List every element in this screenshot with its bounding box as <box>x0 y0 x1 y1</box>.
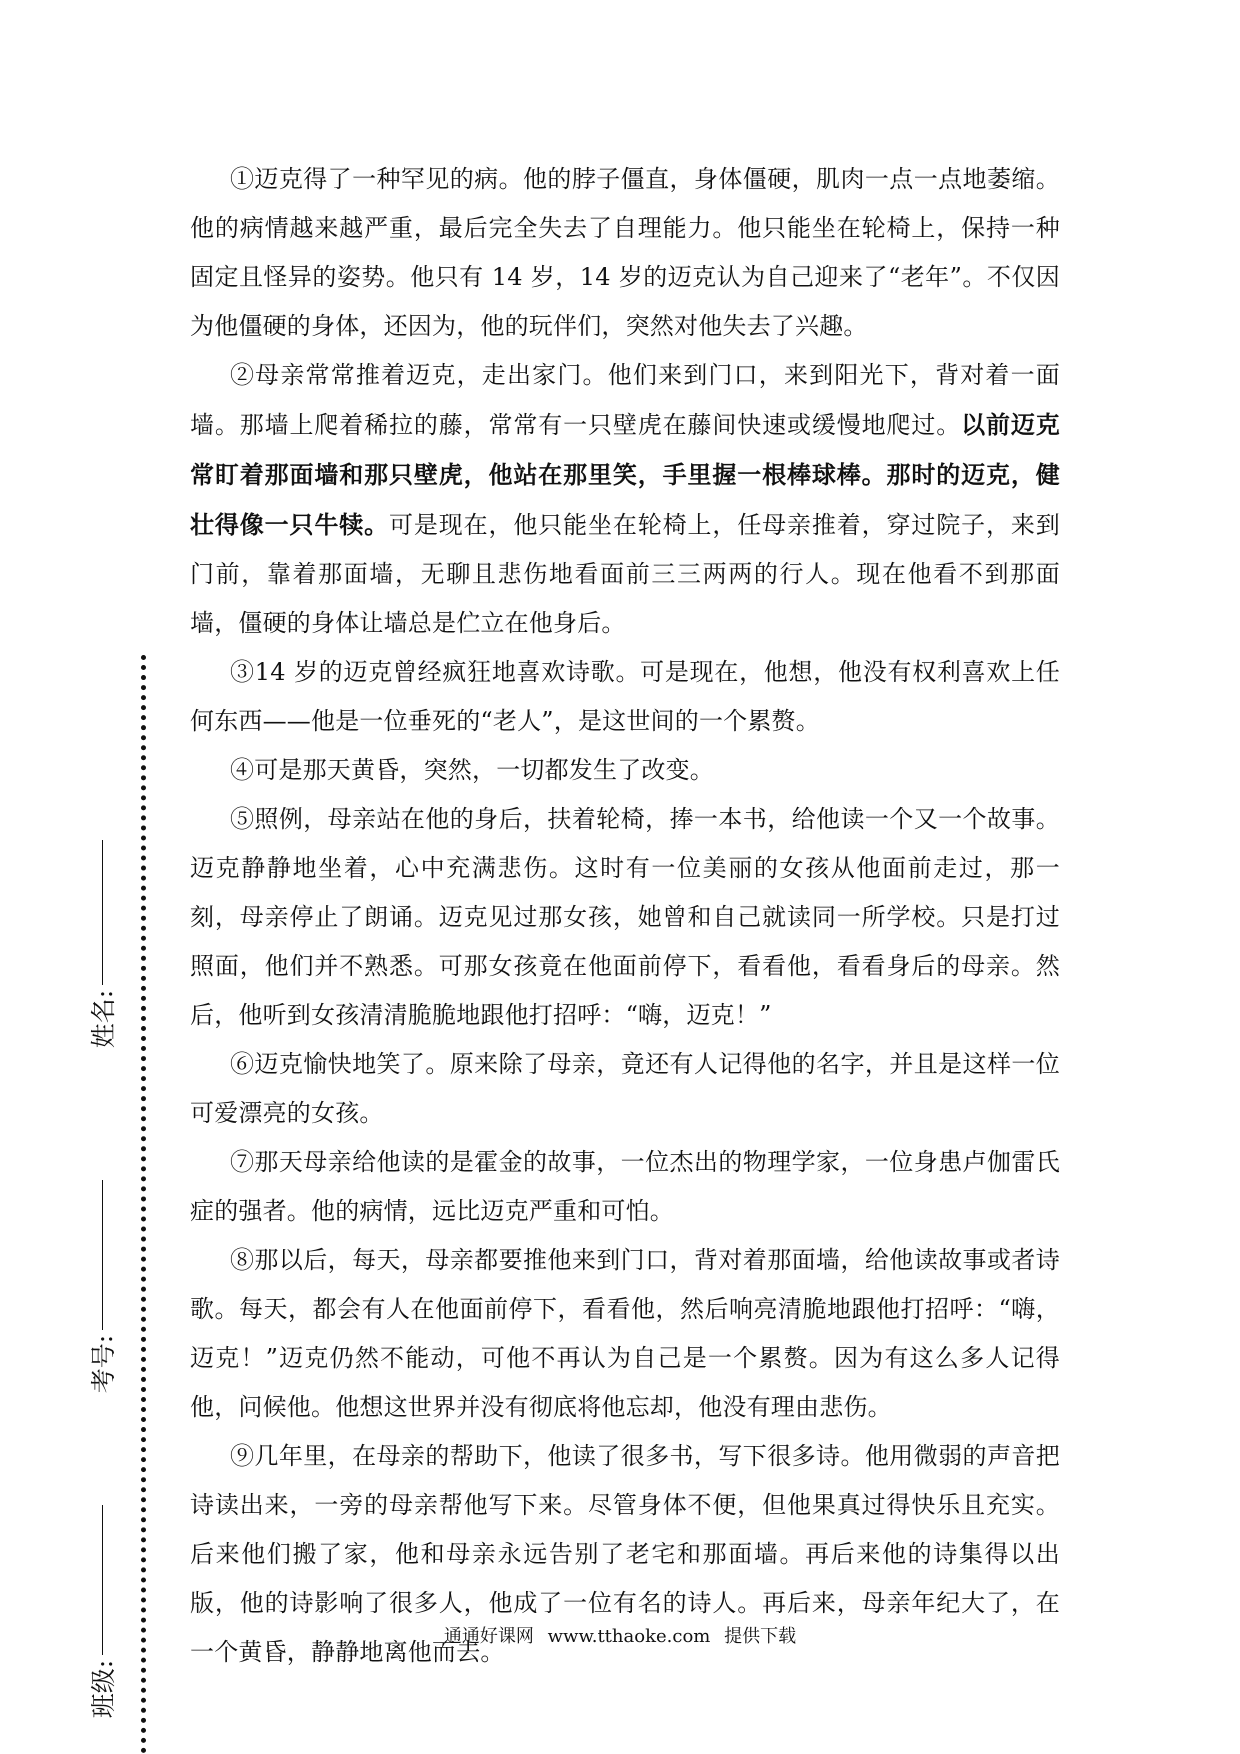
passage-paragraph <box>190 155 1060 351</box>
paragraph-segment: ①迈克得了一种罕见的病。他的脖子僵直，身体僵硬，肌肉一点一点地萎缩。他的病情越来越严重，最后完全失去了自理能力。他只能坐在轮椅上，保持一种固定且怪异的姿势。他只有 14 岁，14 岁的迈克认为自己迎来了“老年”。不仅因为他僵硬的身体，还因为，他的玩伴们，突然对他失去了兴趣。 <box>190 165 1060 340</box>
exam-number-label: 考号: <box>89 1334 118 1394</box>
passage-paragraph <box>190 648 1060 746</box>
paragraph-segment: ②母亲常常推着迈克，走出家门。他们来到门口，来到阳光下，背对着一面墙。那墙上爬着稀拉的藤，常常有一只壁虎在藤间快速或缓慢地爬过。 <box>190 361 1060 439</box>
student-info-fields <box>82 840 122 1754</box>
class-label: 班级: <box>89 1659 118 1719</box>
binding-dotted-line <box>141 655 146 1754</box>
name-blank-line[interactable] <box>102 840 103 985</box>
paragraph-segment: ⑧那以后，每天，母亲都要推他来到门口，背对着那面墙，给他读故事或者诗歌。每天，都会有人在他面前停下，看看他，然后响亮清脆地跟他打招呼：“嗨，迈克！”迈克仍然不能动，可他不再认为自己是一个累赘。因为有这么多人记得他，问候他。他想这世界并没有彻底将他忘却，他没有理由悲伤。 <box>190 1246 1060 1421</box>
paragraph-segment: ⑥迈克愉快地笑了。原来除了母亲，竟还有人记得他的名字，并且是这样一位可爱漂亮的女孩。 <box>190 1050 1060 1127</box>
paragraph-bold-segment: 以前迈克常盯着那面墙和那只壁虎，他站在那里笑，手里握一根棒球棒。那时的迈克，健壮得像一只牛犊。 <box>190 410 1060 539</box>
footer-url[interactable]: www.tthaoke.com <box>547 1626 711 1647</box>
footer-suffix: 提供下载 <box>724 1626 797 1647</box>
passage-paragraph <box>190 351 1060 648</box>
paragraph-segment: ④可是那天黄昏，突然，一切都发生了改变。 <box>230 756 714 784</box>
passage-paragraph <box>190 1040 1060 1138</box>
paragraph-segment: ⑨几年里，在母亲的帮助下，他读了很多书，写下很多诗。他用微弱的声音把诗读出来，一旁的母亲帮他写下来。尽管身体不便，但他果真过得快乐且充实。后来他们搬了家，他和母亲永远告别了老宅和那面墙。再后来他的诗集得以出版，他的诗影响了很多人，他成了一位有名的诗人。再后来，母亲年纪大了，在一个黄昏，静静地离他而去。 <box>190 1442 1060 1666</box>
passage-paragraph <box>190 746 1060 795</box>
page-footer <box>0 1622 1240 1648</box>
passage-paragraph <box>190 795 1060 1040</box>
name-label: 姓名: <box>89 989 118 1049</box>
paragraph-segment: 可是现在，他只能坐在轮椅上，任母亲推着，穿过院子，来到门前，靠着那面墙，无聊且悲伤地看面前三三两两的行人。现在他看不到那面墙，僵硬的身体让墙总是伫立在他身后。 <box>190 511 1060 637</box>
paragraph-segment: ⑦那天母亲给他读的是霍金的故事，一位杰出的物理学家，一位身患卢伽雷氏症的强者。他的病情，远比迈克严重和可怕。 <box>190 1148 1060 1225</box>
class-field <box>82 1505 122 1719</box>
paragraph-segment: ③14 岁的迈克曾经疯狂地喜欢诗歌。可是现在，他想，他没有权利喜欢上任何东西——他是一位垂死的“老人”，是这世间的一个累赘。 <box>190 658 1060 735</box>
footer-site-name: 通通好课网 <box>443 1626 534 1647</box>
reading-passage <box>190 155 1060 1677</box>
exam-number-blank-line[interactable] <box>102 1180 103 1330</box>
exam-number-field <box>82 1180 122 1394</box>
name-field <box>82 840 122 1049</box>
passage-paragraph <box>190 1236 1060 1432</box>
passage-paragraph <box>190 1138 1060 1236</box>
paragraph-segment: ⑤照例，母亲站在他的身后，扶着轮椅，捧一本书，给他读一个又一个故事。迈克静静地坐着，心中充满悲伤。这时有一位美丽的女孩从他面前走过，那一刻，母亲停止了朗诵。迈克见过那女孩，她曾和自己就读同一所学校。只是打过照面，他们并不熟悉。可那女孩竟在他面前停下，看看他，看看身后的母亲。然后，他听到女孩清清脆脆地跟他打招呼：“嗨，迈克！” <box>190 805 1060 1029</box>
